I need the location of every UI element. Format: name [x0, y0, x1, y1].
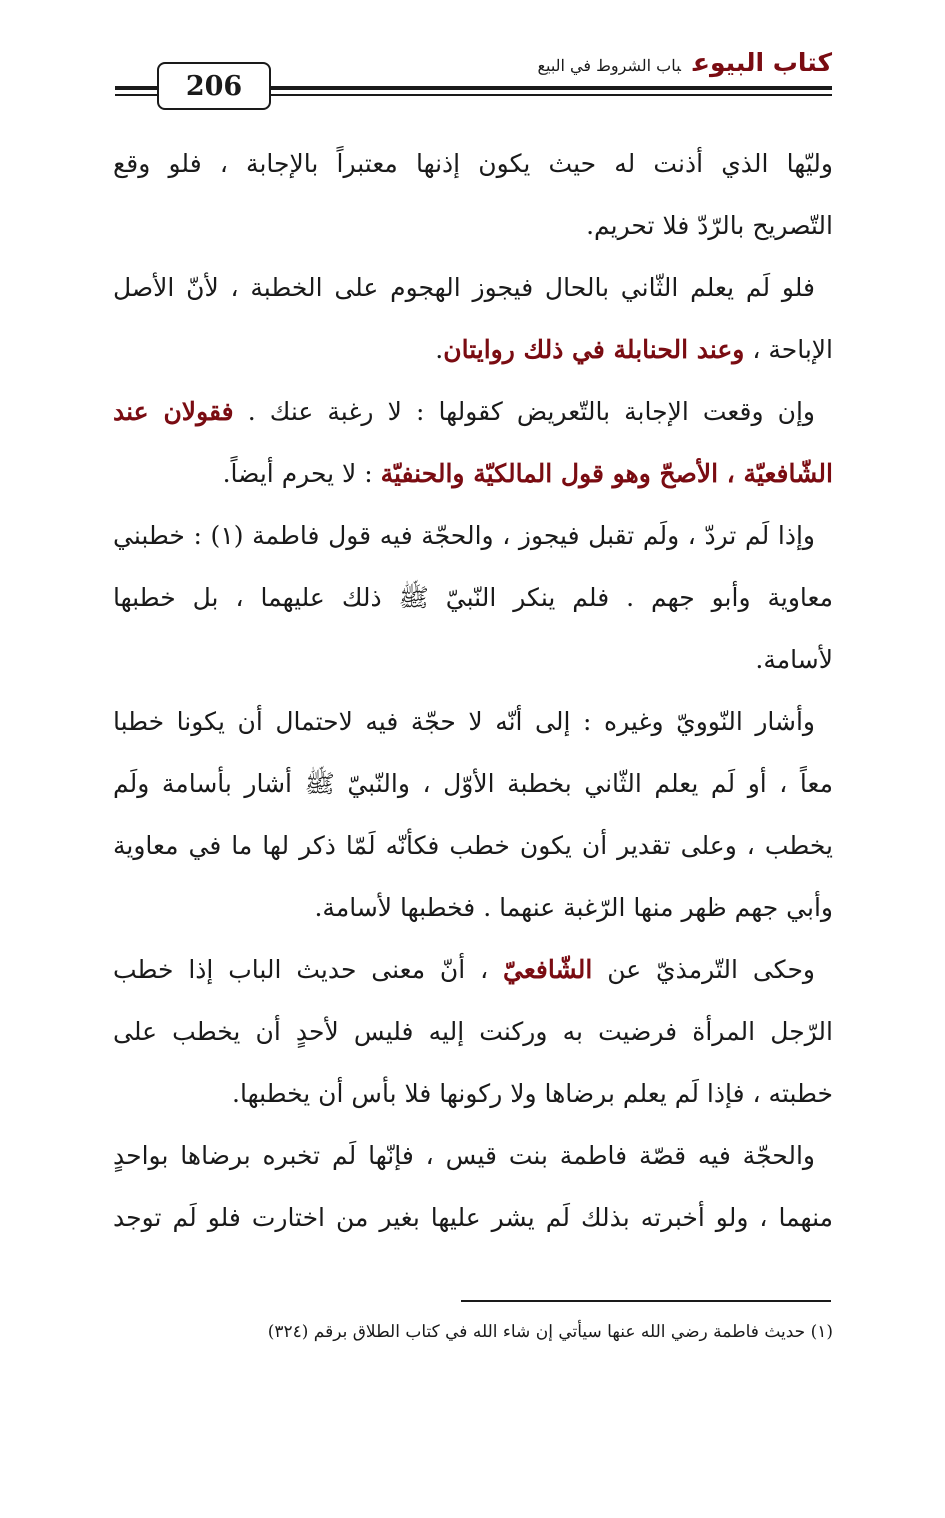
text-line — [113, 381, 833, 443]
text-line — [113, 505, 833, 567]
text-segment: يخطب ، وعلى تقدير أن يكون خطب فكأنّه لَمّا ذكر لها ما في معاوية — [113, 831, 833, 860]
text-segment: وإذا لَم تردّ ، ولَم تقبل فيجوز ، والحجّة فيه قول فاطمة (١) : خطبني — [113, 521, 815, 550]
text-segment: لأسامة. — [755, 645, 833, 674]
text-segment: . — [435, 335, 444, 364]
text-line — [113, 815, 833, 877]
text-segment: وليّها الذي أذنت له حيث يكون إذنها معتبراً بالإجابة ، فلو وقع — [113, 149, 833, 178]
text-line — [113, 195, 833, 257]
text-segment: : لا يحرم أيضاً. — [222, 459, 381, 488]
text-segment: التّصريح بالرّدّ فلا تحريم. — [586, 211, 833, 240]
highlighted-text: فقولان عند — [113, 397, 234, 426]
text-segment: وأشار النّوويّ وغيره : إلى أنّه لا حجّة فيه لاحتمال أن يكونا خطبا — [113, 707, 815, 736]
book-title: كتاب البيوع — [692, 48, 832, 77]
text-segment: وحكى التّرمذيّ عن — [592, 955, 815, 984]
text-line — [113, 629, 833, 691]
text-segment: وإن وقعت الإجابة بالتّعريض كقولها : لا رغبة عنك . — [233, 397, 816, 426]
highlighted-text: الشّافعيّة ، الأصحّ وهو قول المالكيّة والحنفيّة — [380, 459, 833, 488]
text-segment: معاوية وأبو جهم . فلم ينكر النّبيّ ﷺ ذلك عليهما ، بل خطبها — [113, 583, 833, 612]
text-segment: منهما ، ولو أخبرته بذلك لَم يشر عليها بغير من اختارت فلو لَم توجد — [113, 1203, 833, 1232]
text-line — [113, 691, 833, 753]
highlighted-text: الشّافعيّ — [503, 955, 593, 984]
text-line — [113, 939, 833, 1001]
text-segment: والحجّة فيه قصّة فاطمة بنت قيس ، فإنّها لَم تخبره برضاها بواحدٍ — [113, 1141, 815, 1170]
text-line — [113, 1125, 833, 1187]
text-line — [113, 443, 833, 505]
page-number: 206 — [157, 62, 271, 110]
chapter-title: باب الشروط في البيع — [537, 56, 681, 75]
text-line — [113, 1187, 833, 1249]
text-segment: معاً ، أو لَم يعلم الثّاني بخطبة الأوّل ، والنّبيّ ﷺ أشار بأسامة ولَم — [113, 769, 833, 798]
text-segment: الرّجل المرأة فرضيت به وركنت إليه فليس لأحدٍ أن يخطب على — [113, 1017, 833, 1046]
text-line — [113, 257, 833, 319]
text-segment: وأبي جهم ظهر منها الرّغبة عنهما . فخطبها لأسامة. — [314, 893, 833, 922]
text-segment: فلو لَم يعلم الثّاني بالحال فيجوز الهجوم على الخطبة ، لأنّ الأصل — [113, 273, 815, 302]
text-line — [113, 1063, 833, 1125]
page-header — [115, 50, 832, 112]
text-line — [113, 567, 833, 629]
footnote: (١) حديث فاطمة رضي الله عنها سيأتي إن شاء الله في كتاب الطلاق برقم (٣٢٤) — [267, 1322, 833, 1342]
text-line — [113, 1001, 833, 1063]
text-segment: خطبته ، فإذا لَم يعلم برضاها ولا ركونها فلا بأس أن يخطبها. — [232, 1079, 833, 1108]
text-line — [113, 877, 833, 939]
body-text — [113, 133, 833, 1249]
text-line — [113, 753, 833, 815]
footnote-separator — [461, 1300, 831, 1302]
highlighted-text: وعند الحنابلة في ذلك روايتان — [443, 335, 745, 364]
text-line — [113, 319, 833, 381]
text-segment: الإباحة ، — [744, 335, 833, 364]
text-segment: ، أنّ معنى حديث الباب إذا خطب — [113, 955, 504, 984]
text-line — [113, 133, 833, 195]
running-title — [537, 48, 832, 77]
